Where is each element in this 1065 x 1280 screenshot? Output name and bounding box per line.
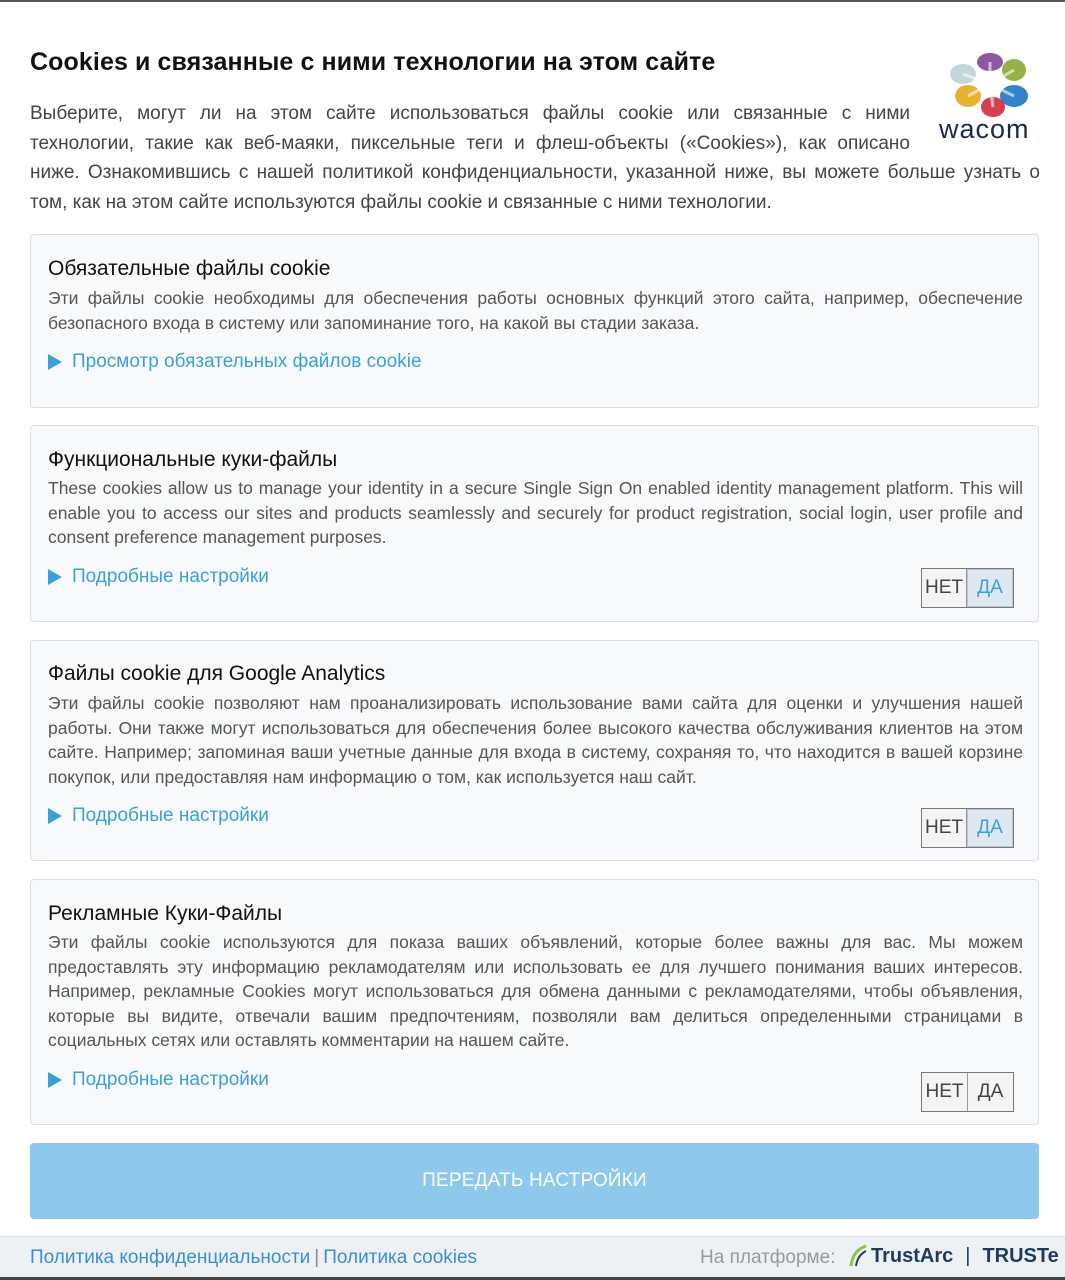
trustarc-swoosh-icon bbox=[848, 1244, 868, 1268]
cookie-policy-link[interactable]: Политика cookies bbox=[323, 1247, 478, 1268]
toggle-yes-button[interactable]: ДА bbox=[967, 569, 1013, 607]
card-title: Обязательные файлы cookie bbox=[48, 257, 331, 280]
intro-line-2: технологии, такие как веб-маяки, пиксельные теги и флеш-объекты («Cookies»), как описано bbox=[30, 132, 910, 154]
platform-label: На платформе: bbox=[700, 1247, 836, 1268]
footer-separator: | bbox=[314, 1247, 320, 1268]
toggle-yes-button[interactable]: ДА bbox=[967, 809, 1013, 847]
card-description: These cookies allow us to manage your identity in a secure Single Sign On enabled identity management platform. This will enable you to access our sites and products seamlessly and securely for product registration, social login, user profile and consent preference management purposes. bbox=[48, 478, 1023, 547]
card-required-cookies bbox=[30, 234, 1039, 408]
details-link[interactable] bbox=[48, 351, 422, 373]
card-title: Функциональные куки-файлы bbox=[48, 448, 338, 471]
details-label: Подробные настройки bbox=[72, 566, 269, 587]
expand-triangle-icon bbox=[48, 354, 62, 370]
top-border bbox=[0, 0, 1065, 2]
toggle-no-button[interactable]: НЕТ bbox=[922, 569, 967, 607]
expand-triangle-icon bbox=[48, 569, 62, 585]
wacom-logo-text: wacom bbox=[939, 114, 1030, 144]
trustarc-text: TrustArc bbox=[871, 1244, 954, 1267]
footer-links bbox=[30, 1247, 477, 1269]
footer bbox=[0, 1236, 1065, 1280]
expand-triangle-icon bbox=[48, 808, 62, 824]
details-label: Подробные настройки bbox=[72, 805, 269, 826]
consent-toggle bbox=[921, 808, 1014, 848]
consent-toggle bbox=[921, 568, 1014, 608]
intro-text bbox=[30, 99, 1040, 217]
toggle-no-button[interactable]: НЕТ bbox=[922, 1073, 968, 1111]
card-analytics-cookies bbox=[30, 640, 1039, 861]
toggle-no-button[interactable]: НЕТ bbox=[922, 809, 967, 847]
expand-triangle-icon bbox=[48, 1072, 62, 1088]
card-description: Эти файлы cookie необходимы для обеспечения работы основных функций этого сайта, например, обеспечение безопасного входа в систему или запоминание того, на какой вы стадии заказа. bbox=[48, 288, 1023, 333]
logo-divider: | bbox=[965, 1244, 971, 1267]
card-description: Эти файлы cookie позволяют нам проанализировать использование вами сайта для оценки и улучшения нашей работы. Они также могут использоваться для обеспечения более высокого качества обслуживания клиентов на этом сайте. Например; запоминая ваши учетные данные для входа в систему, сохраняя то, что находится в вашей корзине покупок, или предоставляя нам информацию о том, как используется наш сайт. bbox=[48, 693, 1023, 787]
card-title: Рекламные Куки-Файлы bbox=[48, 902, 283, 925]
privacy-policy-link[interactable]: Политика конфиденциальности bbox=[30, 1247, 311, 1268]
card-advertising-cookies bbox=[30, 879, 1039, 1125]
details-link[interactable] bbox=[48, 1069, 269, 1091]
trustarc-logo[interactable] bbox=[848, 1244, 1059, 1268]
consent-toggle bbox=[921, 1072, 1014, 1112]
truste-text: TRUSTe bbox=[982, 1244, 1059, 1267]
details-link[interactable] bbox=[48, 566, 269, 588]
details-label: Просмотр обязательных файлов cookie bbox=[72, 351, 422, 372]
card-title: Файлы cookie для Google Analytics bbox=[48, 662, 386, 685]
details-link[interactable] bbox=[48, 805, 269, 827]
page-title: Cookies и связанные с ними технологии на этом сайте bbox=[30, 48, 716, 76]
card-description: Эти файлы cookie используются для показа ваших объявлений, которые более важны для вас. Мы можем предоставлять эту информацию рекламодателям или использовать ее для лучшего понимания ваших интересов. Например, рекламные Cookies могут использоваться для обмена данными с рекламодателями, чтобы объявления, которые вы видите, отвечали вашим предпочтениям, позволяли вам делиться определенными страницами в социальных сетях или оставлять комментарии на нашем сайте. bbox=[48, 932, 1023, 1050]
intro-line-rest: ниже. Ознакомившись с нашей политикой конфиденциальности, указанной ниже, вы можете больше узнать о том, как на этом сайте используются файлы cookie и связанные с ними технологии. bbox=[30, 162, 1040, 213]
card-functional-cookies bbox=[30, 425, 1039, 622]
intro-line-1: Выберите, могут ли на этом сайте использоваться файлы cookie или связанные с ними bbox=[30, 103, 910, 124]
submit-preferences-button[interactable]: ПЕРЕДАТЬ НАСТРОЙКИ bbox=[30, 1143, 1039, 1219]
details-label: Подробные настройки bbox=[72, 1069, 269, 1090]
toggle-yes-button[interactable]: ДА bbox=[977, 1081, 1004, 1102]
